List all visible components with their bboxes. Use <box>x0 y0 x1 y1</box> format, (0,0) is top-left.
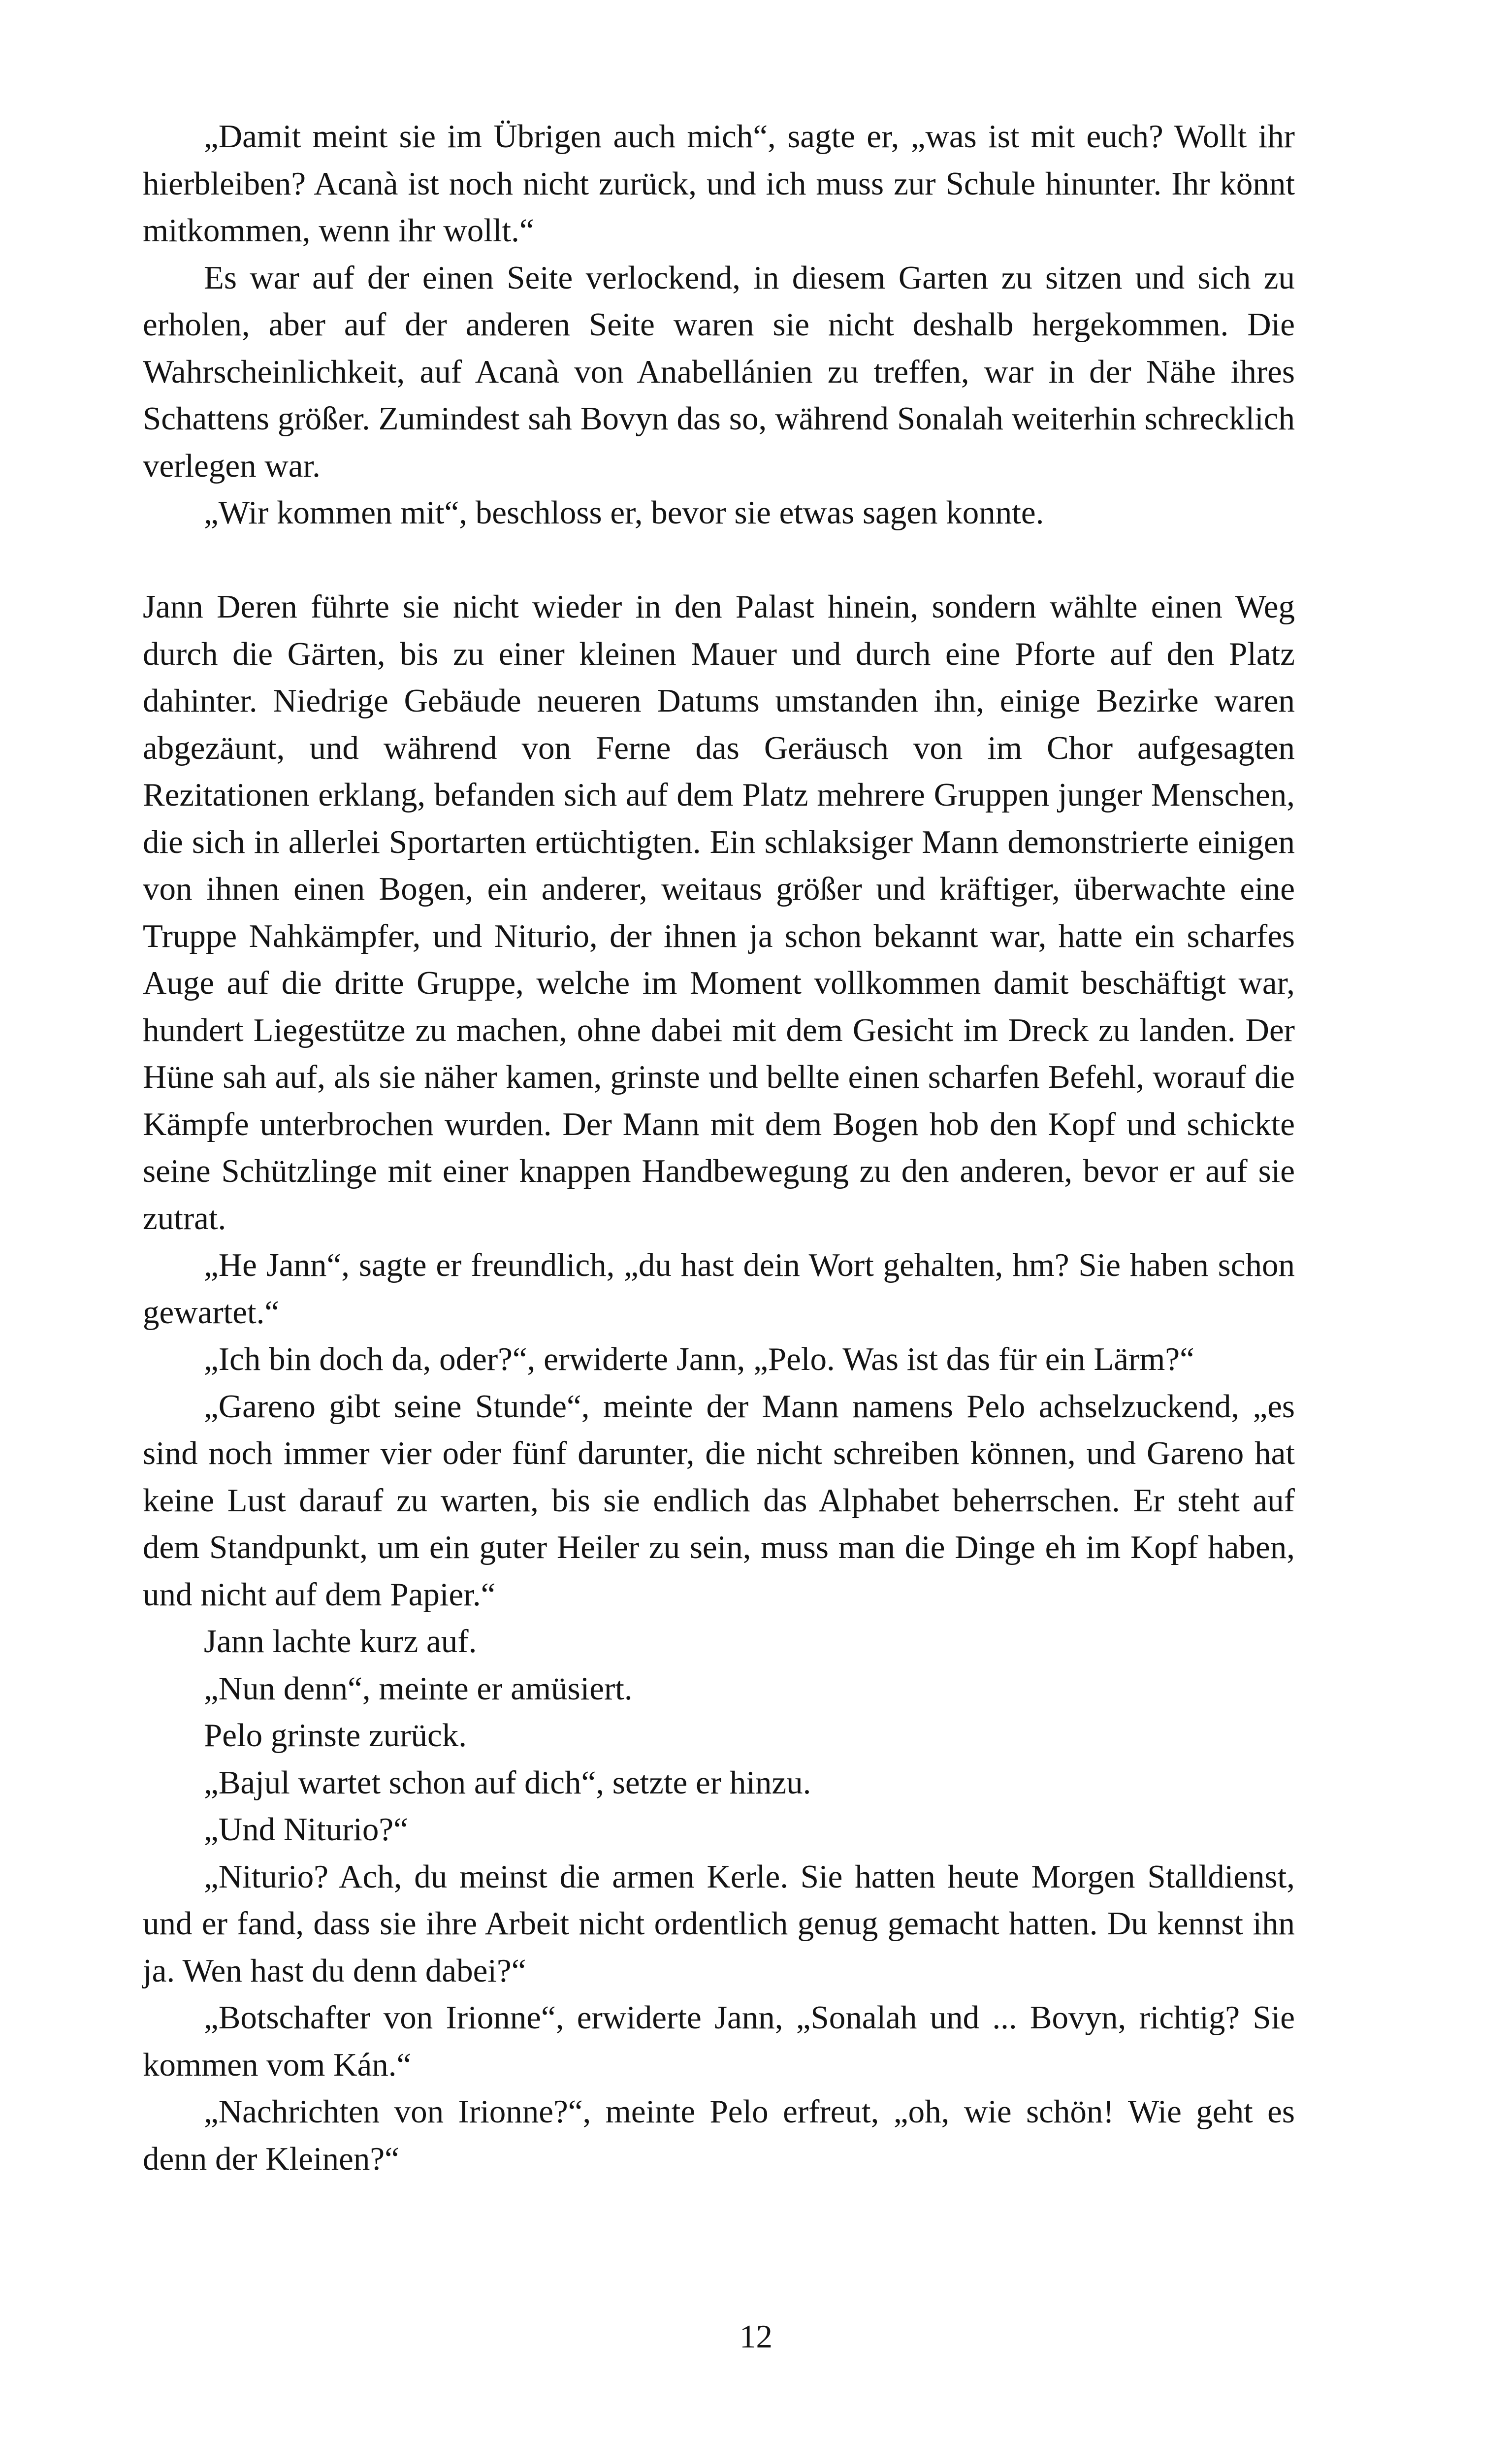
paragraph: „Niturio? Ach, du meinst die armen Kerle. Sie hatten heute Morgen Stalldienst, und er fand, dass sie ihre Arbeit nicht ordentlich genug gemacht hatten. Du kennst ihn ja. Wen hast du denn dabei?“ <box>143 1858 1295 1989</box>
paragraph: „Botschafter von Irionne“, erwiderte Jann, „Sonalah und ... Bovyn, richtig? Sie kommen vom Kán.“ <box>143 1999 1295 2083</box>
paragraph: „Bajul wartet schon auf dich“, setzte er hinzu. <box>204 1764 811 1801</box>
paragraph: „Nun denn“, meinte er amüsiert. <box>204 1670 633 1707</box>
paragraph: „Wir kommen mit“, beschloss er, bevor sie etwas sagen konnte. <box>204 494 1044 531</box>
paragraph: Es war auf der einen Seite verlockend, in diesem Garten zu sitzen und sich zu erholen, aber auf der anderen Seite waren sie nicht deshalb hergekommen. Die Wahrscheinlichkeit, auf Acanà von Anabellánien zu treffen, war in der Nähe ihres Schattens größer. Zumindest sah Bovyn das so, während Sonalah weiterhin schrecklich verlegen war. <box>143 259 1295 484</box>
paragraph: „Gareno gibt seine Stunde“, meinte der Mann namens Pelo achselzuckend, „es sind noch immer vier oder fünf darunter, die nicht schreiben können, und Gareno hat keine Lust darauf zu warten, bis sie endlich das Alphabet beherrschen. Er steht auf dem Standpunkt, um ein guter Heiler zu sein, muss man die Dinge eh im Kopf haben, und nicht auf dem Papier.“ <box>143 1388 1295 1613</box>
paragraph: „Ich bin doch da, oder?“, erwiderte Jann, „Pelo. Was ist das für ein Lärm?“ <box>204 1341 1194 1377</box>
paragraph: „Damit meint sie im Übrigen auch mich“, sagte er, „was ist mit euch? Wollt ihr hierbleiben? Acanà ist noch nicht zurück, und ich muss zur Schule hinunter. Ihr könnt mitkommen, wenn ihr wollt.“ <box>143 118 1295 249</box>
page-number: 12 <box>740 2318 772 2355</box>
paragraph: „Und Niturio?“ <box>204 1811 408 1848</box>
paragraph: „Nachrichten von Irionne?“, meinte Pelo erfreut, „oh, wie schön! Wie geht es denn der Kleinen?“ <box>143 2093 1295 2177</box>
paragraph: Pelo grinste zurück. <box>204 1717 467 1754</box>
page-body <box>143 113 1295 2182</box>
paragraph: „He Jann“, sagte er freundlich, „du hast dein Wort gehalten, hm? Sie haben schon gewartet.“ <box>143 1247 1295 1331</box>
paragraph: Jann lachte kurz auf. <box>204 1623 477 1660</box>
section-start-paragraph: Jann Deren führte sie nicht wieder in den Palast hinein, sondern wählte einen Weg durch die Gärten, bis zu einer kleinen Mauer und durch eine Pforte auf den Platz dahinter. Niedrige Gebäude neueren Datums umstanden ihn, einige Bezirke waren abgezäunt, und während von Ferne das Geräusch von im Chor aufgesagten Rezitationen erklang, befanden sich auf dem Platz mehrere Gruppen junger Menschen, die sich in allerlei Sportarten ertüchtigten. Ein schlaksiger Mann demonstrierte einigen von ihnen einen Bogen, ein anderer, weitaus größer und kräftiger, überwachte eine Truppe Nahkämpfer, und Niturio, der ihnen ja schon bekannt war, hatte ein scharfes Auge auf die dritte Gruppe, welche im Moment vollkommen damit beschäftigt war, hundert Liegestütze zu machen, ohne dabei mit dem Gesicht im Dreck zu landen. Der Hüne sah auf, als sie näher kamen, grinste und bellte einen scharfen Befehl, worauf die Kämpfe unterbrochen wurden. Der Mann mit dem Bogen hob den Kopf und schickte seine Schützlinge mit einer knappen Handbewegung zu den anderen, bevor er auf sie zutrat. <box>143 588 1295 1237</box>
